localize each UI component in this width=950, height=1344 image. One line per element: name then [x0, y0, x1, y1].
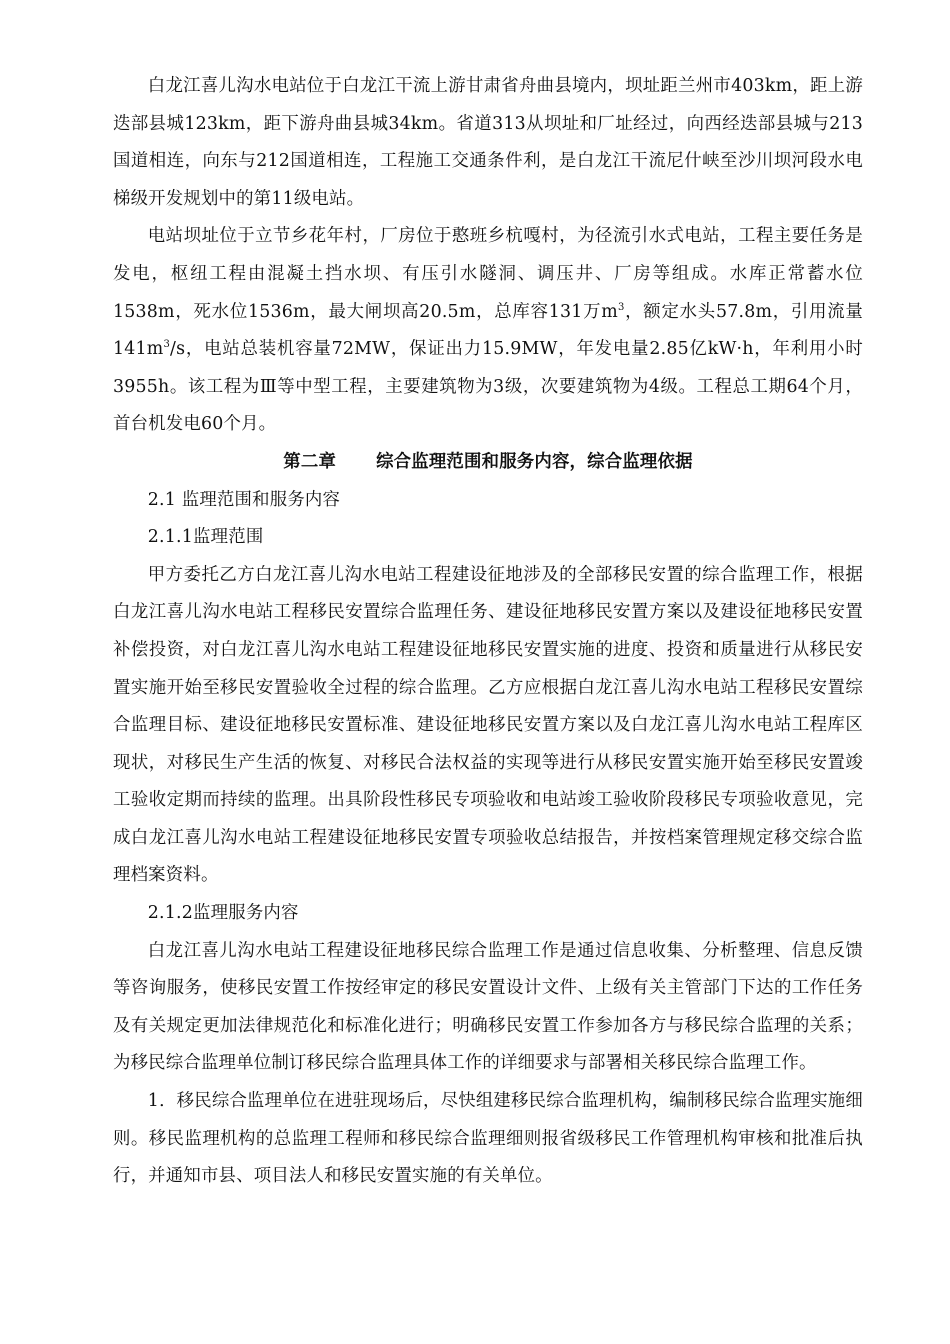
- parameters-text-part-2: ，额定水头57.8m，引用流量141m: [113, 301, 863, 360]
- paragraph-project-location: 白龙江喜儿沟水电站位于白龙江干流上游甘肃省舟曲县境内，坝址距兰州市403km，距上游迭部县城123km，距下游舟曲县城34km。省道313从坝址和厂址经过，向西经迭部县城与213国道相连，向东与212国道相连，工程施工交通条件利，是白龙江干流尼什峡至沙川坝河段水电梯级开发规划中的第11级电站。: [113, 76, 863, 209]
- document-page: [113, 68, 863, 1196]
- paragraph-service-content: 白龙江喜儿沟水电站工程建设征地移民综合监理工作是通过信息收集、分析整理、信息反馈等咨询服务，使移民安置工作按经审定的移民安置设计文件、上级有关主管部门下达的工作任务及有关规定更加法律规范化和标准化进行；明确移民安置工作参加各方与移民综合监理的关系；为移民综合监理单位制订移民综合监理具体工作的详细要求与部署相关移民综合监理工作。: [113, 940, 863, 1074]
- section-heading-2-1: 2.1 监理范围和服务内容: [147, 489, 341, 510]
- chapter-heading: [113, 444, 863, 482]
- paragraph-project-parameters: [113, 218, 863, 444]
- section-heading-2-1-2: 2.1.2监理服务内容: [147, 903, 299, 924]
- paragraph-supervision-scope: 甲方委托乙方白龙江喜儿沟水电站工程建设征地涉及的全部移民安置的综合监理工作，根据白龙江喜儿沟水电站工程移民安置综合监理任务、建设征地移民安置方案以及建设征地移民安置补偿投资，对白龙江喜儿沟水电站工程建设征地移民安置实施的进度、投资和质量进行从移民安置实施开始至移民安置验收全过程的综合监理。乙方应根据白龙江喜儿沟水电站工程移民安置综合监理目标、建设征地移民安置标准、建设征地移民安置方案以及白龙江喜儿沟水电站工程库区现状，对移民生产生活的恢复、对移民合法权益的实现等进行从移民安置实施开始至移民安置竣工验收定期而持续的监理。出具阶段性移民专项验收和电站竣工验收阶段移民专项验收意见，完成白龙江喜儿沟水电站工程建设征地移民安置专项验收总结报告，并按档案管理规定移交综合监理档案资料。: [113, 564, 863, 886]
- parameters-text-part-1: 电站坝址位于立节乡花年村，厂房位于憨班乡杭嘎村，为径流引水式电站，工程主要任务是发电，枢纽工程由混凝土挡水坝、有压引水隧洞、调压井、厂房等组成。水库正常蓄水位1538m，死水位1536m，最大闸坝高20.5m，总库容131万m: [113, 226, 863, 322]
- superscript-cubic-2: 3: [163, 339, 171, 351]
- parameters-text-part-3: /s，电站总装机容量72MW，保证出力15.9MW，年发电量2.85亿kW·h，年利用小时3955h。该工程为Ⅲ等中型工程，主要建筑物为3级，次要建筑物为4级。工程总工期64个月，首台机发电60个月。: [113, 339, 863, 435]
- section-heading-2-1-1: 2.1.1监理范围: [147, 527, 264, 548]
- chapter-number: 第二章: [283, 451, 337, 472]
- chapter-title: 综合监理范围和服务内容，综合监理依据: [376, 451, 693, 472]
- superscript-cubic-1: 3: [617, 301, 625, 313]
- paragraph-item-1: 1．移民综合监理单位在进驻现场后，尽快组建移民综合监理机构，编制移民综合监理实施细则。移民监理机构的总监理工程师和移民综合监理细则报省级移民工作管理机构审核和批准后执行，并通知市县、项目法人和移民安置实施的有关单位。: [113, 1091, 863, 1187]
